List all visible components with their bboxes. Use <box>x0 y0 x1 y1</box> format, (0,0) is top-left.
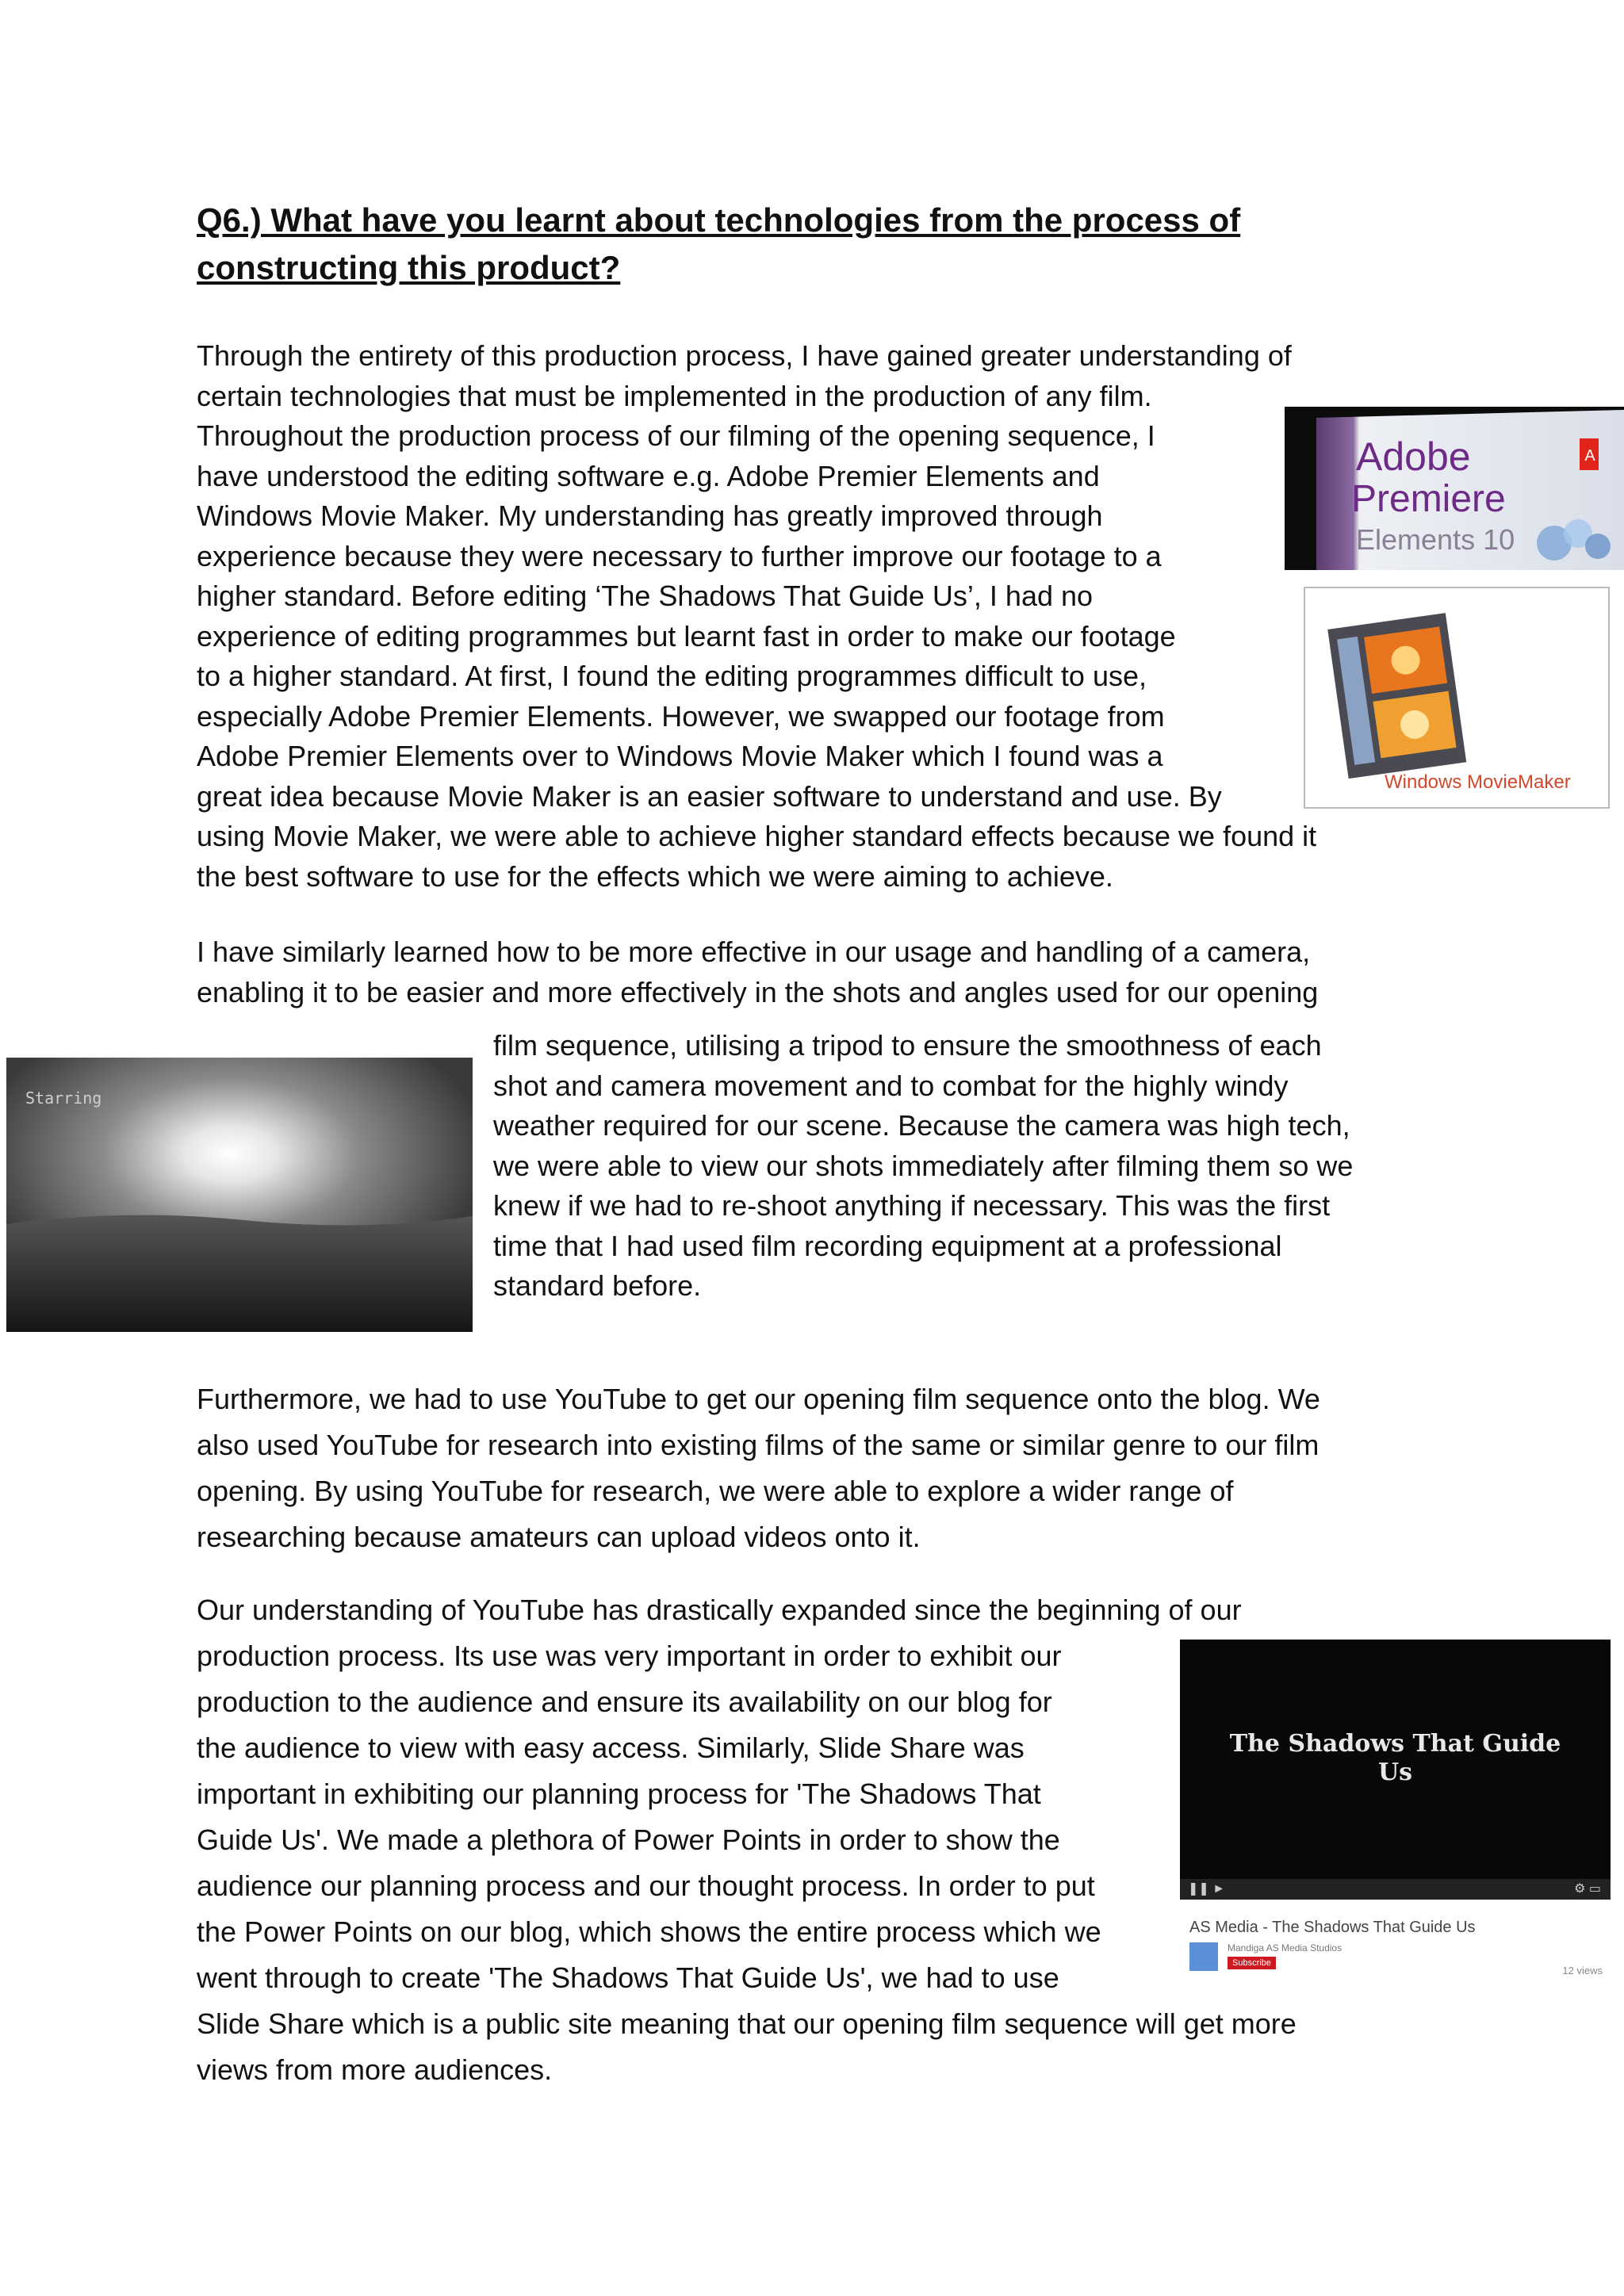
text-line: Furthermore, we had to use YouTube to get our opening film sequence onto the blog. We <box>197 1383 1320 1415</box>
text-line: we were able to view our shots immediately after filming them so we <box>493 1149 1354 1182</box>
paragraph-camera-side <box>493 1026 1353 1307</box>
text-line: production to the audience and ensure its availability on our blog for <box>197 1686 1052 1718</box>
text-line: film sequence, utilising a tripod to ensure the smoothness of each <box>493 1029 1322 1062</box>
text-line: the best software to use for the effects which we were aiming to achieve. <box>197 859 1113 893</box>
heading-line-2: constructing this product? <box>197 249 621 286</box>
text-line: time that I had used film recording equipment at a professional <box>493 1229 1282 1262</box>
text-line: Throughout the production process of our filming of the opening sequence, I <box>197 419 1155 452</box>
text-line: to a higher standard. At first, I found the editing programmes difficult to use, <box>197 660 1147 692</box>
text-line: higher standard. Before editing ‘The Shadows That Guide Us’, I had no <box>197 580 1094 612</box>
paragraph-youtube-research <box>197 1376 1320 1560</box>
wmm-caption: Windows MovieMaker <box>1385 771 1571 793</box>
windows-movie-maker-image <box>1304 587 1610 809</box>
text-line: Guide Us'. We made a plethora of Power Points in order to show the <box>197 1823 1060 1856</box>
premiere-line2: Premiere <box>1351 478 1506 520</box>
text-line: the Power Points on our blog, which shows the entire process which we <box>197 1915 1101 1948</box>
settings-icon[interactable]: ⚙ ▭ <box>1574 1882 1601 1896</box>
text-line: weather required for our scene. Because the camera was high tech, <box>493 1109 1350 1142</box>
text-line: have understood the editing software e.g. Adobe Premier Elements and <box>197 459 1100 492</box>
player-controls[interactable] <box>1180 1879 1611 1900</box>
text-line: researching because amateurs can upload videos onto it. <box>197 1521 921 1553</box>
text-line: Adobe Premier Elements over to Windows Movie Maker which I found was a <box>197 740 1163 772</box>
adobe-premiere-image <box>1285 407 1624 570</box>
text-line: views from more audiences. <box>197 2053 553 2086</box>
text-line: Windows Movie Maker. My understanding has greatly improved through <box>197 499 1103 532</box>
starring-overlay: Starring <box>25 1089 102 1108</box>
text-line: especially Adobe Premier Elements. However, we swapped our footage from <box>197 699 1165 733</box>
text-line: Through the entirety of this production process, I have gained greater understanding of <box>197 339 1292 372</box>
video-title: The Shadows That Guide Us <box>1229 1730 1561 1786</box>
text-line: shot and camera movement and to combat for the highly windy <box>493 1069 1289 1102</box>
heading-line-1: Q6.) What have you learnt about technologies from the process of <box>197 201 1241 239</box>
text-line: knew if we had to re-shoot anything if necessary. This was the first <box>493 1189 1331 1222</box>
text-line: experience because they were necessary to further improve our footage to a <box>197 539 1162 572</box>
text-line: important in exhibiting our planning process for 'The Shadows That <box>197 1777 1041 1810</box>
text-line: experience of editing programmes but learnt fast in order to make our footage <box>197 619 1176 652</box>
sunset-film-still <box>6 1058 473 1332</box>
sunset-photo <box>6 1058 473 1332</box>
text-line: I have similarly learned how to be more effective in our usage and handling of a camera, <box>197 936 1311 968</box>
text-line: great idea because Movie Maker is an easier software to understand and use. By <box>197 779 1222 813</box>
text-line: the audience to view with easy access. Similarly, Slide Share was <box>197 1732 1025 1764</box>
view-count: 12 views <box>1562 1965 1603 1976</box>
subscribe-button[interactable]: Subscribe <box>1228 1957 1276 1969</box>
text-line: enabling it to be easier and more effectively in the shots and angles used for our opening <box>197 975 1319 1008</box>
text-line: opening. By using YouTube for research, we were able to explore a wider range of <box>197 1475 1234 1507</box>
paragraph-camera-intro <box>197 932 1318 1012</box>
channel-title[interactable]: AS Media - The Shadows That Guide Us <box>1189 1919 1476 1936</box>
film-strip-icon <box>1305 588 1608 807</box>
text-line: standard before. <box>493 1269 702 1302</box>
paragraph-editing-software <box>197 336 1316 897</box>
play-icon[interactable]: ❚❚ ► <box>1188 1882 1226 1896</box>
channel-subtitle: Mandiga AS Media Studios <box>1228 1942 1342 1954</box>
channel-avatar[interactable] <box>1189 1942 1218 1971</box>
text-line: Slide Share which is a public site meaning that our opening film sequence will get more <box>197 2007 1297 2040</box>
text-line: production process. Its use was very important in order to exhibit our <box>197 1640 1062 1672</box>
premiere-line1: Adobe <box>1356 434 1471 479</box>
question-heading <box>197 197 1307 292</box>
youtube-video-player[interactable] <box>1180 1640 1611 1900</box>
text-line: audience our planning process and our thought process. In order to put <box>197 1869 1095 1902</box>
text-line: went through to create 'The Shadows That Guide Us', we had to use <box>197 1961 1059 1994</box>
adobe-premiere-box-icon <box>1285 407 1624 570</box>
premiere-line3: Elements 10 <box>1356 523 1515 556</box>
text-line: using Movie Maker, we were able to achieve higher standard effects because we found it <box>197 820 1317 852</box>
text-line: also used YouTube for research into existing films of the same or similar genre to our film <box>197 1429 1320 1461</box>
svg-text:A: A <box>1584 447 1595 465</box>
paragraph-youtube-slideshare <box>197 1587 1297 2093</box>
text-line: Our understanding of YouTube has drastically expanded since the beginning of our <box>197 1594 1242 1626</box>
youtube-screenshot <box>1180 1640 1611 1988</box>
text-line: certain technologies that must be implemented in the production of any film. <box>197 379 1152 412</box>
